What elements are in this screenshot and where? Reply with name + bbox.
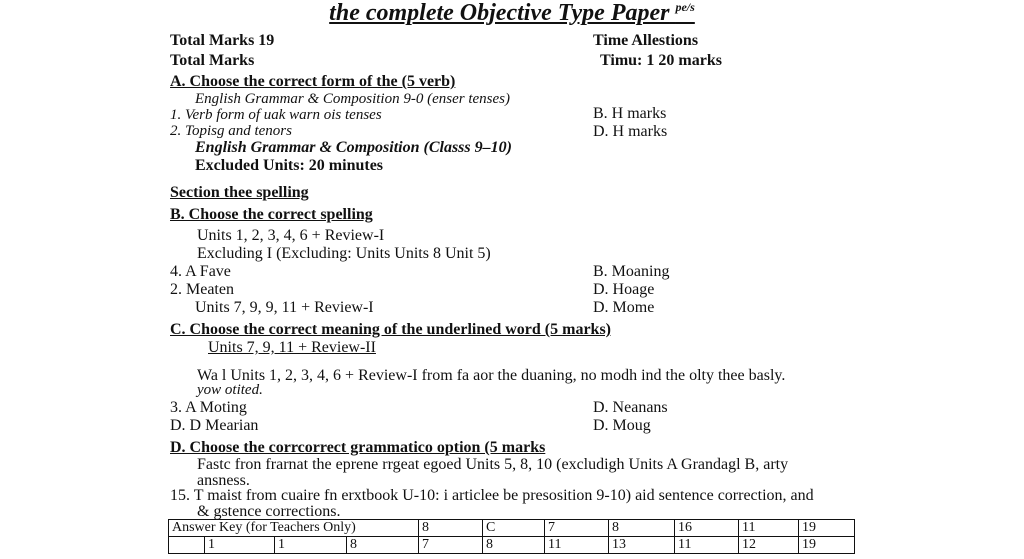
section-c-item-d: D. D Mearian — [170, 417, 259, 434]
section-d-line-4: & gstence corrections. — [197, 503, 341, 520]
answer-key-cell: 12 — [739, 537, 799, 554]
section-c-units: Units 7, 9, 11 + Review-II — [208, 339, 376, 356]
answer-key-cell: 7 — [419, 537, 483, 554]
answer-key-cell: 13 — [609, 537, 675, 554]
answer-key-row-1 — [169, 520, 855, 537]
answer-key-cell: 1 — [205, 537, 275, 554]
section-c-right-1: D. Neanans — [593, 399, 668, 416]
answer-key-cell: C — [483, 520, 545, 537]
section-a-right-1: B. H marks — [593, 105, 667, 122]
section-d-heading: D. Choose the corrcorrect grammatico option (5 marks — [170, 439, 546, 456]
spelling-units-2: Units 7, 9, 9, 11 + Review-I — [195, 299, 374, 316]
section-a-item-2: 2. Topisg and tenors — [170, 123, 292, 139]
answer-key-cell: 1 — [275, 537, 347, 554]
spelling-right-1: B. Moaning — [593, 263, 670, 280]
spelling-item-2: 2. Meaten — [170, 281, 234, 298]
section-c-item-3: 3. A Moting — [170, 399, 247, 416]
section-a-item-1: 1. Verb form of uak warn ois tenses — [170, 107, 382, 123]
time-label: Time Allestions — [593, 32, 699, 49]
answer-key-table — [168, 519, 855, 554]
section-a-excluded: Excluded Units: 20 minutes — [195, 157, 384, 174]
answer-key-cell: 7 — [545, 520, 609, 537]
paper-title-superscript: pe/s — [675, 0, 695, 14]
section-d-line-3: 15. T maist from cuaire fn erxtbook U-10: i articlee be presosition 9-10) aid sentence correction, and — [170, 487, 814, 504]
answer-key-cell: 8 — [609, 520, 675, 537]
answer-key-cell: 8 — [483, 537, 545, 554]
spelling-excluding: Excluding I (Excluding: Units Units 8 Unit 5) — [197, 245, 491, 262]
answer-key-cell: 11 — [739, 520, 799, 537]
section-a-subtitle: English Grammar & Composition 9-0 (enser tenses) — [195, 91, 510, 107]
spelling-item-4: 4. A Fave — [170, 263, 231, 280]
answer-key-cell: 16 — [675, 520, 739, 537]
section-a-heading: A. Choose the correct form of the (5 verb) — [170, 73, 456, 90]
answer-key-cell — [169, 537, 205, 554]
answer-key-header-cell: Answer Key (for Teachers Only) — [169, 520, 419, 537]
answer-key-row-2 — [169, 537, 855, 554]
time-value: Timu: 1 20 marks — [600, 52, 722, 69]
spelling-right-3: D. Mome — [593, 299, 655, 316]
spelling-subheading: B. Choose the correct spelling — [170, 206, 373, 223]
section-c-paragraph-2: yow otited. — [197, 382, 263, 398]
spelling-section-heading: Section thee spelling — [170, 184, 309, 201]
paper-title-text: the complete Objective Type Paper — [329, 0, 670, 26]
answer-key-cell: 19 — [799, 520, 855, 537]
answer-key-cell: 11 — [545, 537, 609, 554]
section-d-line-2: ansness. — [197, 472, 250, 489]
section-c-heading: C. Choose the correct meaning of the underlined word (5 marks) — [170, 321, 611, 338]
section-c-right-2: D. Moug — [593, 417, 651, 434]
answer-key-cell: 8 — [419, 520, 483, 537]
total-marks-line-1: Total Marks 19 — [170, 32, 275, 49]
total-marks-line-2: Total Marks — [170, 52, 255, 69]
section-d-line-1: Fastc fron frarnat the eprene rrgeat egoed Units 5, 8, 10 (excludigh Units A Grandagl B, arty — [197, 456, 789, 473]
spelling-right-2: D. Hoage — [593, 281, 655, 298]
answer-key-cell: 11 — [675, 537, 739, 554]
answer-key-cell: 8 — [347, 537, 419, 554]
paper-title — [0, 1, 1024, 25]
answer-key-cell: 19 — [799, 537, 855, 554]
section-c-paragraph-1: Wa l Units 1, 2, 3, 4, 6 + Review-I from fa aor the duaning, no modh ind the olty thee basly. — [197, 367, 786, 384]
section-a-book: English Grammar & Composition (Classs 9–10) — [195, 139, 512, 156]
section-a-right-2: D. H marks — [593, 123, 668, 140]
spelling-units: Units 1, 2, 3, 4, 6 + Review-I — [197, 227, 385, 244]
